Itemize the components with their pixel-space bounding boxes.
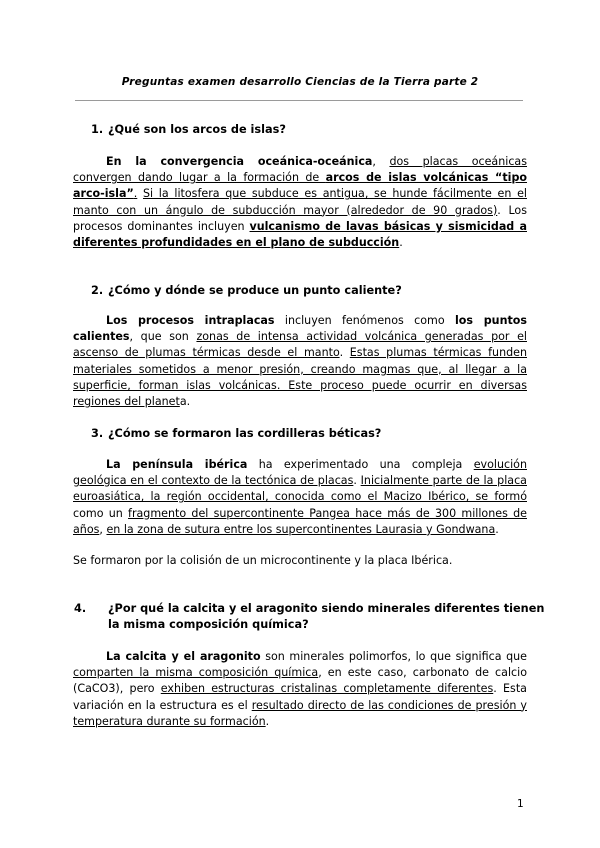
question-3-number: 3. xyxy=(91,427,104,440)
question-2 xyxy=(91,283,531,299)
question-3 xyxy=(91,426,531,442)
answer-1-paragraph: En la convergencia oceánica-oceánica, dos placas oceánicas convergen dando lugar a la formación de arcos de islas volcánicas “tipo arco-isla”. Si la litosfera que subduce es antigua, se hunde fácilmente en el manto con un ángulo de subducción mayor (alrededor de 90 grados). Los procesos dominantes incluyen vulcanismo de lavas básicas y sismicidad a diferentes profundidades en el plano de subducción. xyxy=(73,155,528,250)
question-4-text: ¿Por qué la calcita y el aragonito siendo minerales diferentes tienen la misma composición química? xyxy=(108,602,545,631)
question-3-text: ¿Cómo se formaron las cordilleras béticas? xyxy=(108,427,382,440)
answer-3-extra-line: Se formaron por la colisión de un microcontinente y la placa Ibérica. xyxy=(73,554,453,567)
answer-1-underline-lithosphere: Si la litosfera que subduce es antigua, se hunde fácilmente en el manto con un ángulo de subducción mayor (alrededor de 90 grados) xyxy=(73,187,527,217)
answer-3-underline-evolution: evolución geológica en el contexto de la tectónica de placas xyxy=(73,458,527,488)
answer-3-underline-suture: en la zona de sutura entre los supercontinentes Laurasia y Gondwana xyxy=(106,522,496,536)
answer-1-bold-volcanism: vulcanismo de lavas básicas y sismicidad a diferentes profundidades en el plano de subducción xyxy=(73,219,527,250)
question-2-text: ¿Cómo y dónde se produce un punto caliente? xyxy=(108,284,402,297)
answer-2-underline-zones: zonas de intensa actividad volcánica generadas por el ascenso de plumas térmicas desde el manto xyxy=(73,330,527,360)
question-1 xyxy=(91,122,531,138)
question-2-number: 2. xyxy=(91,284,104,297)
question-1-text: ¿Qué son los arcos de islas? xyxy=(108,123,286,136)
answer-1-bold-convergence: En la convergencia oceánica-oceánica xyxy=(106,155,373,168)
answer-2-bold-hotspots: los puntos calientes xyxy=(73,314,527,344)
question-1-number: 1. xyxy=(91,123,104,136)
answer-4-underline-structures: exhiben estructuras cristalinas completamente diferentes xyxy=(160,682,494,696)
answer-4-bold-minerals: La calcita y el aragonito xyxy=(106,650,261,663)
answer-3-underline-pangea: fragmento del supercontinente Pangea hace más de 300 millones de años xyxy=(73,506,527,536)
answer-2-underline-plumes: Estas plumas térmicas funden materiales sometidos a menor presión, creando magmas que, al llegar a la superficie, forman islas volcánicas. Este proceso puede ocurrir en diversas regiones del planet xyxy=(73,346,527,409)
answer-4-underline-conditions: resultado directo de las condiciones de presión y temperatura durante su formación xyxy=(73,698,527,728)
page-number: 1 xyxy=(517,798,524,810)
question-4 xyxy=(74,601,548,633)
document-header-title: Preguntas examen desarrollo Ciencias de la Tierra parte 2 xyxy=(121,76,479,88)
answer-1-underline-plates: dos placas oceánicas convergen dando lugar a la formación de xyxy=(73,155,528,185)
answer-4-paragraph: La calcita y el aragonito son minerales polimorfos, lo que significa que comparten la misma composición química, en este caso, carbonato de calcio (CaCO3), pero exhiben estructuras cristalinas completamente diferentes. Esta variación en la estructura es el resultado directo de las condiciones de presión y temperatura durante su formación. xyxy=(73,650,528,728)
answer-3-paragraph: La península ibérica ha experimentado una compleja evolución geológica en el contexto de la tectónica de placas. Inicialmente parte de la placa euroasiática, la región occidental, conocida como el Macizo Ibérico, se formó como un fragmento del supercontinente Pangea hace más de 300 millones de años, en la zona de sutura entre los supercontinentes Laurasia y Gondwana. xyxy=(73,458,527,536)
answer-2-paragraph: Los procesos intraplacas incluyen fenómenos como los puntos calientes, que son zonas de intensa actividad volcánica generadas por el ascenso de plumas térmicas desde el manto. Estas plumas térmicas funden materiales sometidos a menor presión, creando magmas que, al llegar a la superficie, forman islas volcánicas. Este proceso puede ocurrir en diversas regiones del planeta. xyxy=(73,314,527,409)
answer-1-bold-island-arcs: arcos de islas volcánicas “tipo arco-isla” xyxy=(73,171,528,201)
answer-3-underline-macizo: Inicialmente parte de la placa euroasiática, la región occidental, conocida como el Macizo Ibérico, se formó xyxy=(73,474,527,504)
answer-2-bold-intraplate: Los procesos intraplacas xyxy=(106,314,275,327)
header-divider xyxy=(75,100,523,101)
answer-4-underline-composition: comparten la misma composición química xyxy=(73,666,319,680)
answer-3-bold-peninsula: La península ibérica xyxy=(106,458,248,471)
question-4-number: 4. xyxy=(74,602,87,615)
